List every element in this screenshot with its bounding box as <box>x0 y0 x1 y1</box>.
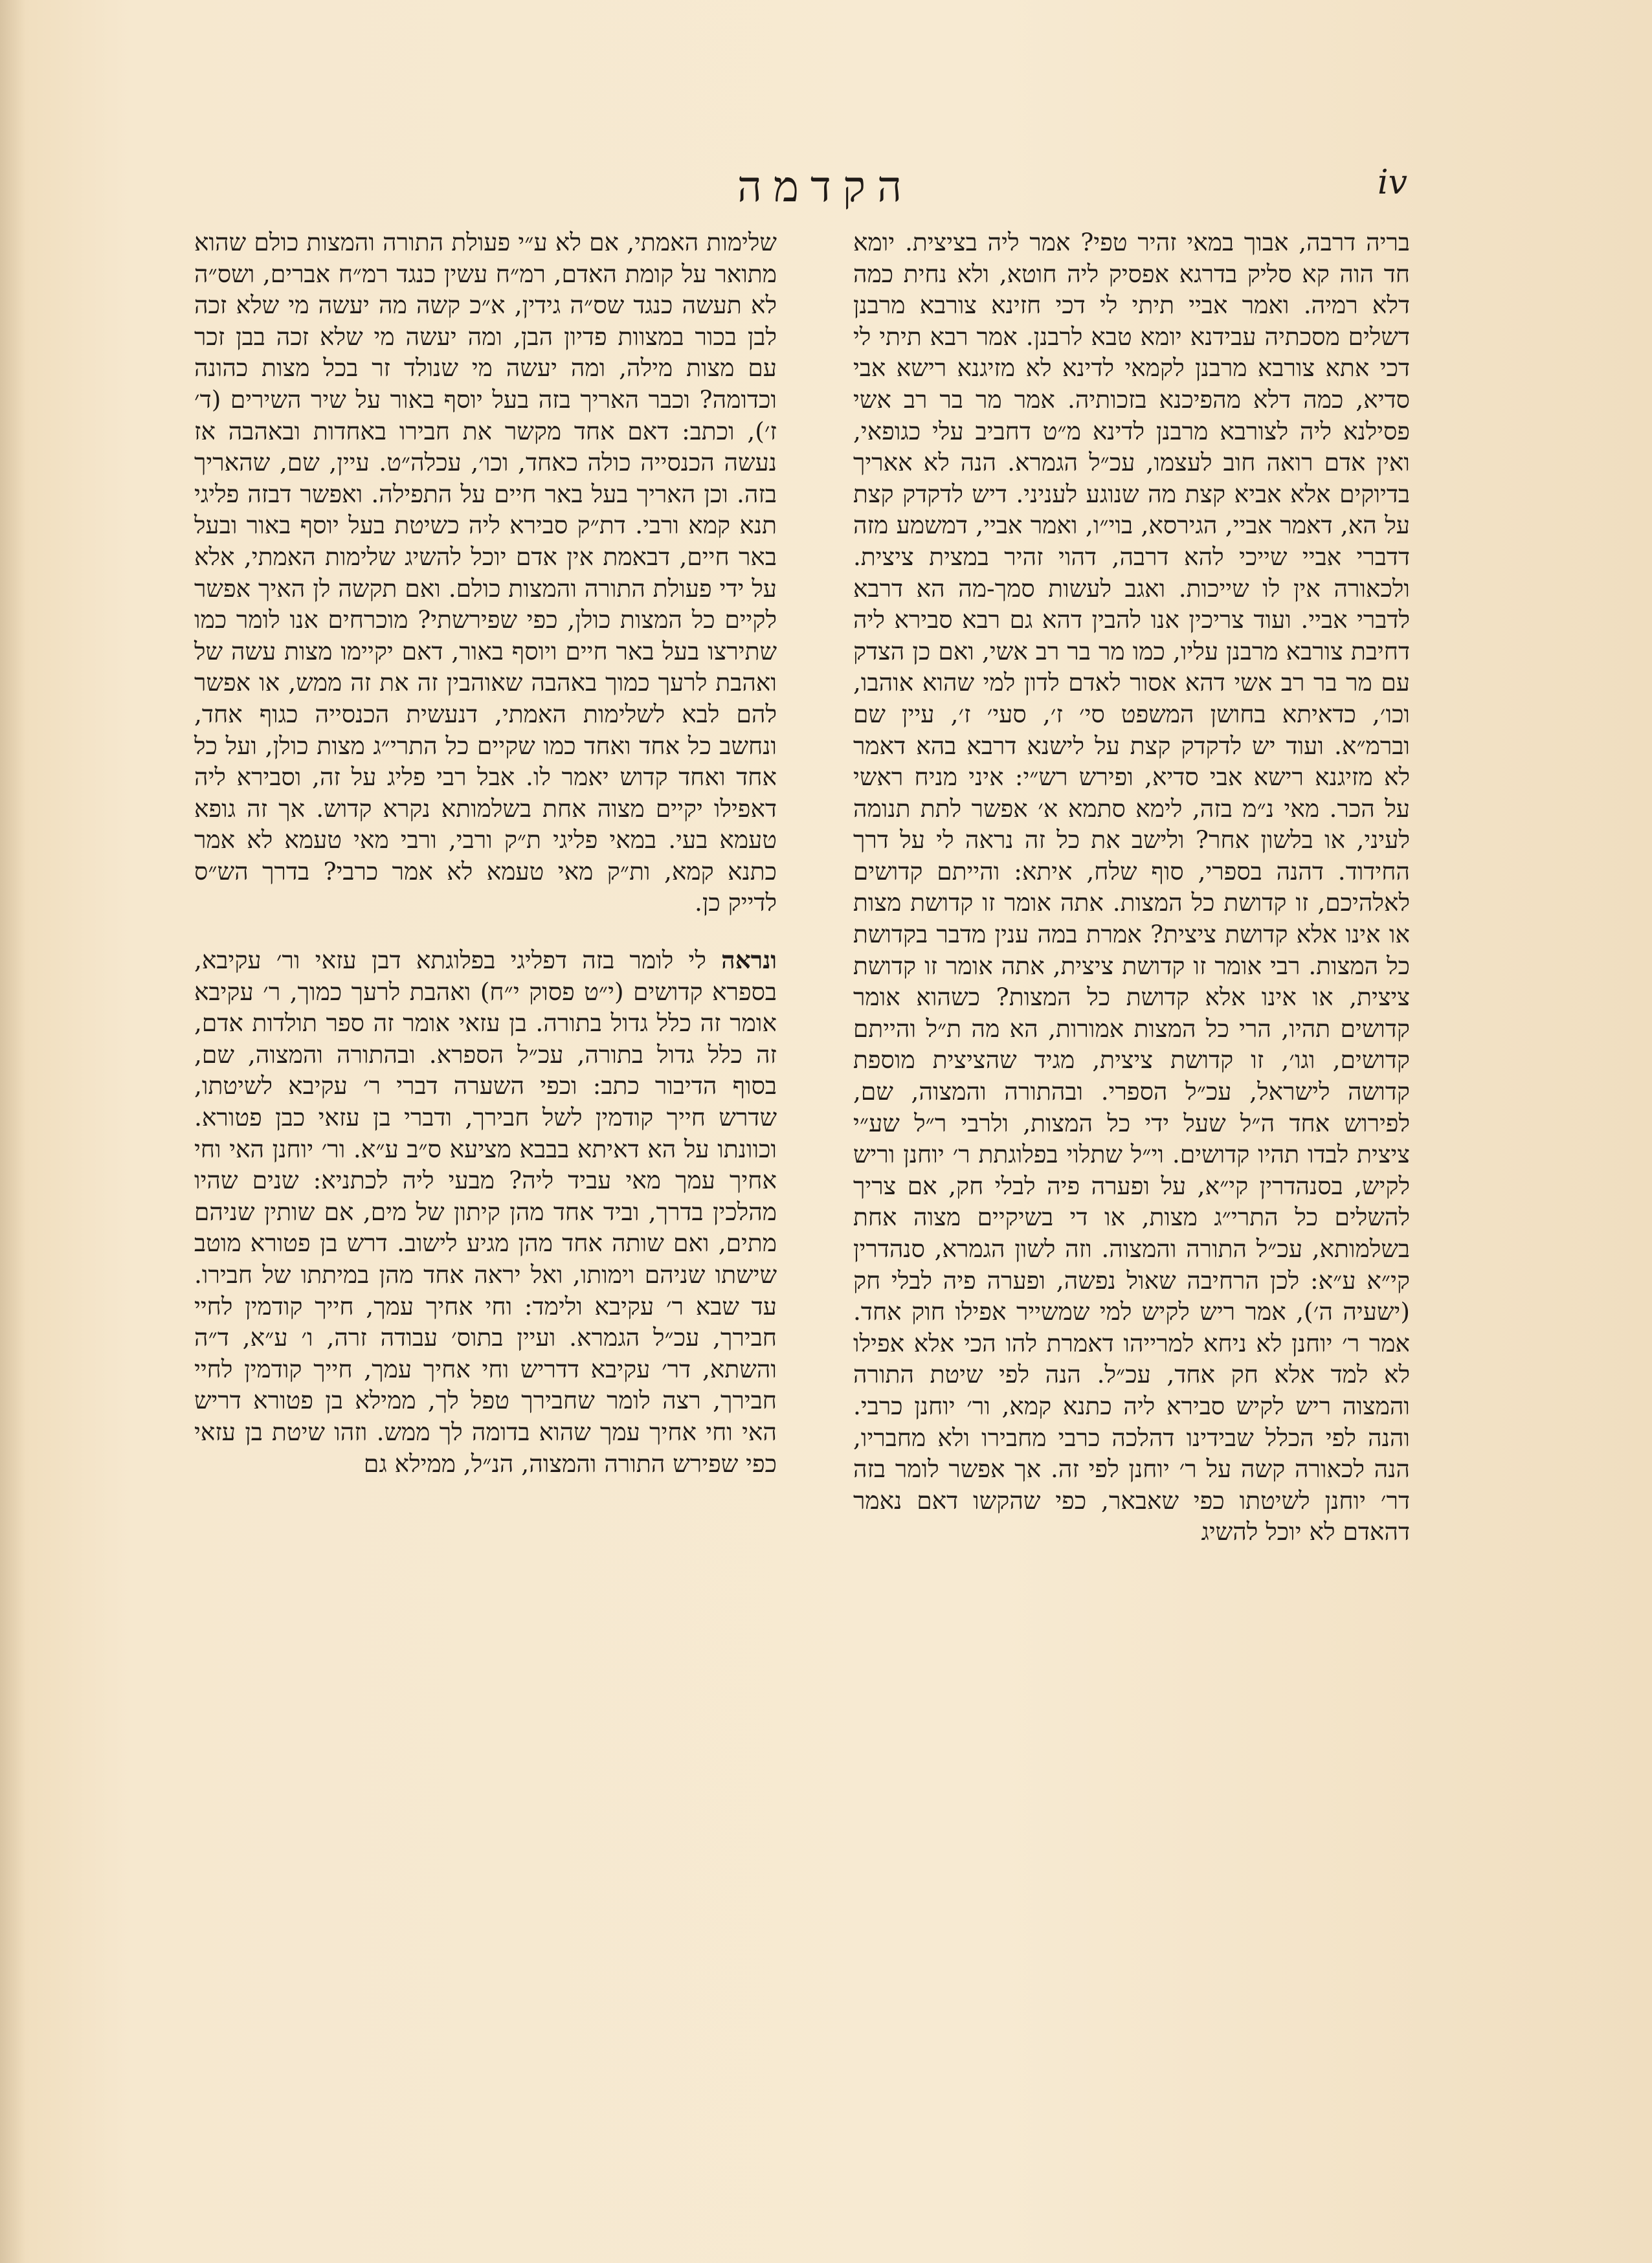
left-column-paragraph-1: שלימות האמתי, אם לא ע״י פעולת התורה והמצות כולם שהוא מתואר על קומת האדם, רמ״ח עשין כנגד רמ״ח אברים, ושס״ה לא תעשה כנגד שס״ה גידין, א״כ קשה מה יעשה מי שלא זכה לבן בכור במצוות פדיון הבן, ומה יעשה מי שלא זכה בבן זכר עם מצות מילה, ומה יעשה מי שנולד זר בכל מצות כהונה וכדומה? וכבר האריך בזה בעל יוסף באור על שיר השירים (ד׳ ז׳), וכתב: דאם אחד מקשר את חבירו באחדות ובאהבה אז נעשה הכנסייה כולה כאחד, וכו׳, עכלה״ט. עיין, שם, שהאריך בזה. וכן האריך בעל באר חיים על התפילה. ואפשר דבזה פליגי תנא קמא ורבי. דת״ק סבירא ליה כשיטת בעל יוסף באור ובעל באר חיים, דבאמת אין אדם יוכל להשיג שלימות האמתי, אלא על ידי פעולת התורה והמצות כולם. ואם תקשה לן האיך אפשר לקיים כל המצות כולן, כפי שפירשתי? מוכרחים אנו לומר כמו שתירצו בעל באר חיים ויוסף באור, דאם יקיימו מצות עשה של ואהבת לרעך כמוך באהבה שאוהבין זה את זה ממש, או אפשר להם לבא לשלימות האמתי, דנעשית הכנסייה כגוף אחד, ונחשב כל אחד ואחד כמו שקיים כל התרי״ג מצות כולן, ועל כל אחד ואחד קדוש יאמר לו. אבל רבי פליג על זה, וסבירא ליה דאפילו יקיים מצוה אחת בשלמותא נקרא קדוש. אך זה גופא טעמא בעי. במאי פליגי ת״ק ורבי, ורבי מאי טעמא לא אמר כתנא קמא, ות״ק מאי טעמא לא אמר כרבי? בדרך הש״ס לדייק כן. <box>194 228 777 917</box>
page-number: iv <box>1378 163 1408 202</box>
right-column-paragraph: בריה דרבה, אבוך במאי זהיר טפי? אמר ליה בציצית. יומא חד הוה קא סליק בדרגא אפסיק ליה חוטא, ולא נחית כמה דלא רמיה. ואמר אביי תיתי לי דכי חזינא צורבא מרבנן דשלים מסכתיה עבידנא יומא טבא לרבנן. אמר רבא תיתי לי דכי אתא צורבא מרבנן לקמאי לדינא לא מזיגנא רישא אבי סדיא, כמה דלא מהפיכנא בזכותיה. אמר מר בר רב אשי פסילנא ליה לצורבא מרבנן לדינא מ״ט דחביב עלי כגופאי, ואין אדם רואה חוב לעצמו, עכ״ל הגמרא. הנה לא אאריך בדיוקים אלא אביא קצת מה שנוגע לעניני. דיש לדקדק קצת על הא, דאמר אביי, הגירסא, בוי״ו, ואמר אביי, דמשמע מזה דדברי אביי שייכי להא דרבה, דהוי זהיר במצית ציצית. ולכאורה אין לו שייכות. ואגב לעשות סמך-מה הא דרבא לדברי אביי. ועוד צריכין אנו להבין דהא גם רבא סבירא ליה דחיבת צורבא מרבנן עליו, כמו מר בר רב אשי, ואם כן הצדק עם מר בר רב אשי דהא אסור לאדם לדון למי שהוא אוהבו, וכו׳, כדאיתא בחושן המשפט סי׳ ז׳, סעי׳ ז׳, עיין שם וברמ״א. ועוד יש לדקדק קצת על לישנא דרבא בהא דאמר לא מזיגנא רישא אבי סדיא, ופירש רש״י: איני מניח ראשי על הכר. מאי נ״מ בזה, לימא סתמא א׳ אפשר לתת תנומה לעיני, או בלשון אחר? ולישב את כל זה נראה לי על דרך החידוד. דהנה בספרי, סוף שלח, איתא: והייתם קדושים לאלהיכם, זו קדושת כל המצות. אתה אומר זו קדושת מצות או אינו אלא קדושת ציצית? אמרת במה ענין מדבר בקדושת כל המצות. רבי אומר זו קדושת ציצית, אתה אומר זו קדושת ציצית, או אינו אלא קדושת כל המצות? כשהוא אומר קדושים תהיו, הרי כל המצות אמורות, הא מה ת״ל והייתם קדושים, וגו׳, זו קדושת ציצית, מגיד שהציצית מוספת קדושה לישראל, עכ״ל הספרי. ובהתורה והמצוה, שם, לפירוש אחד ה״ל שעל ידי כל המצות, ולרבי ר״ל שע״י ציצית לבדו תהיו קדושים. וי״ל שתלוי בפלוגתת ר׳ יוחנן וריש לקיש, בסנהדרין קי״א, על ופערה פיה לבלי חק, אם צריך להשלים כל התרי״ג מצות, או די בשיקיים מצוה אחת בשלמותא, עכ״ל התורה והמצוה. וזה לשון הגמרא, סנהדרין קי״א ע״א: לכן הרחיבה שאול נפשה, ופערה פיה לבלי חק (ישעיה ה׳), אמר ריש לקיש למי שמשייר אפילו חוק אחד. אמר ר׳ יוחנן לא ניחא למרייהו דאמרת להו הכי אלא אפילו לא למד אלא חק אחד, עכ״ל. הנה לפי שיטת התורה והמצוה ריש לקיש סבירא ליה כתנא קמא, ור׳ יוחנן כרבי. והנה לפי הכלל שבידינו דהלכה כרבי מחבירו ולא מחבריו, הנה לכאורה קשה על ר׳ יוחנן לפי זה. אך אפשר לומר בזה דר׳ יוחנן לשיטתו כפי שאבאר, כפי שהקשו דאם נאמר דהאדם לא יוכל להשיג <box>853 228 1410 1546</box>
left-column-paragraph-2 <box>194 944 777 1479</box>
paragraph-lead-word: ונראה <box>721 946 777 975</box>
left-text-column <box>194 227 777 1479</box>
paragraph-body: לי לומר בזה דפליגי בפלוגתא דבן עזאי ור׳ עקיבא, בספרא קדושים (י״ט פסוק י״ח) ואהבת לרעך כמוך, ר׳ עקיבא אומר זה כלל גדול בתורה. בן עזאי אומר זה ספר תולדות אדם, זה כלל גדול בתורה, עכ״ל הספרא. ובהתורה והמצוה, שם, בסוף הדיבור כתב: וכפי השערה דברי ר׳ עקיבא לשיטתו, שדרש חייך קודמין לשל חבירך, ודברי בן עזאי כבן פטורא. וכוונתו על הא דאיתא בבבא מציעא ס״ב ע״א. ור׳ יוחנן האי וחי אחיך עמך מאי עביד ליה? מבעי ליה לכתניא: שנים שהיו מהלכין בדרך, וביד אחד מהן קיתון של מים, אם שותין שניהם מתים, ואם שותה אחד מהן מגיע לישוב. דרש בן פטורא מוטב שישתו שניהם וימותו, ואל יראה אחד מהן במיתתו של חבירו. עד שבא ר׳ עקיבא ולימד: וחי אחיך עמך, חייך קודמין לחיי חבירך, עכ״ל הגמרא. ועיין בתוס׳ עבודה זרה, ו׳ ע״א, ד״ה והשתא, דר׳ עקיבא דדריש וחי אחיך עמך, חייך קודמין לחיי חבירך, רצה לומר שחבירך טפל לך, ממילא בן פטורא דריש האי וחי אחיך עמך שהוא בדומה לך ממש. וזהו שיטת בן עזאי כפי שפירש התורה והמצוה, הנ״ל, ממילא גם <box>194 946 777 1478</box>
page-title: הקדמה <box>737 162 914 212</box>
page-fold-shadow <box>0 0 26 2263</box>
right-text-column <box>853 227 1410 1548</box>
